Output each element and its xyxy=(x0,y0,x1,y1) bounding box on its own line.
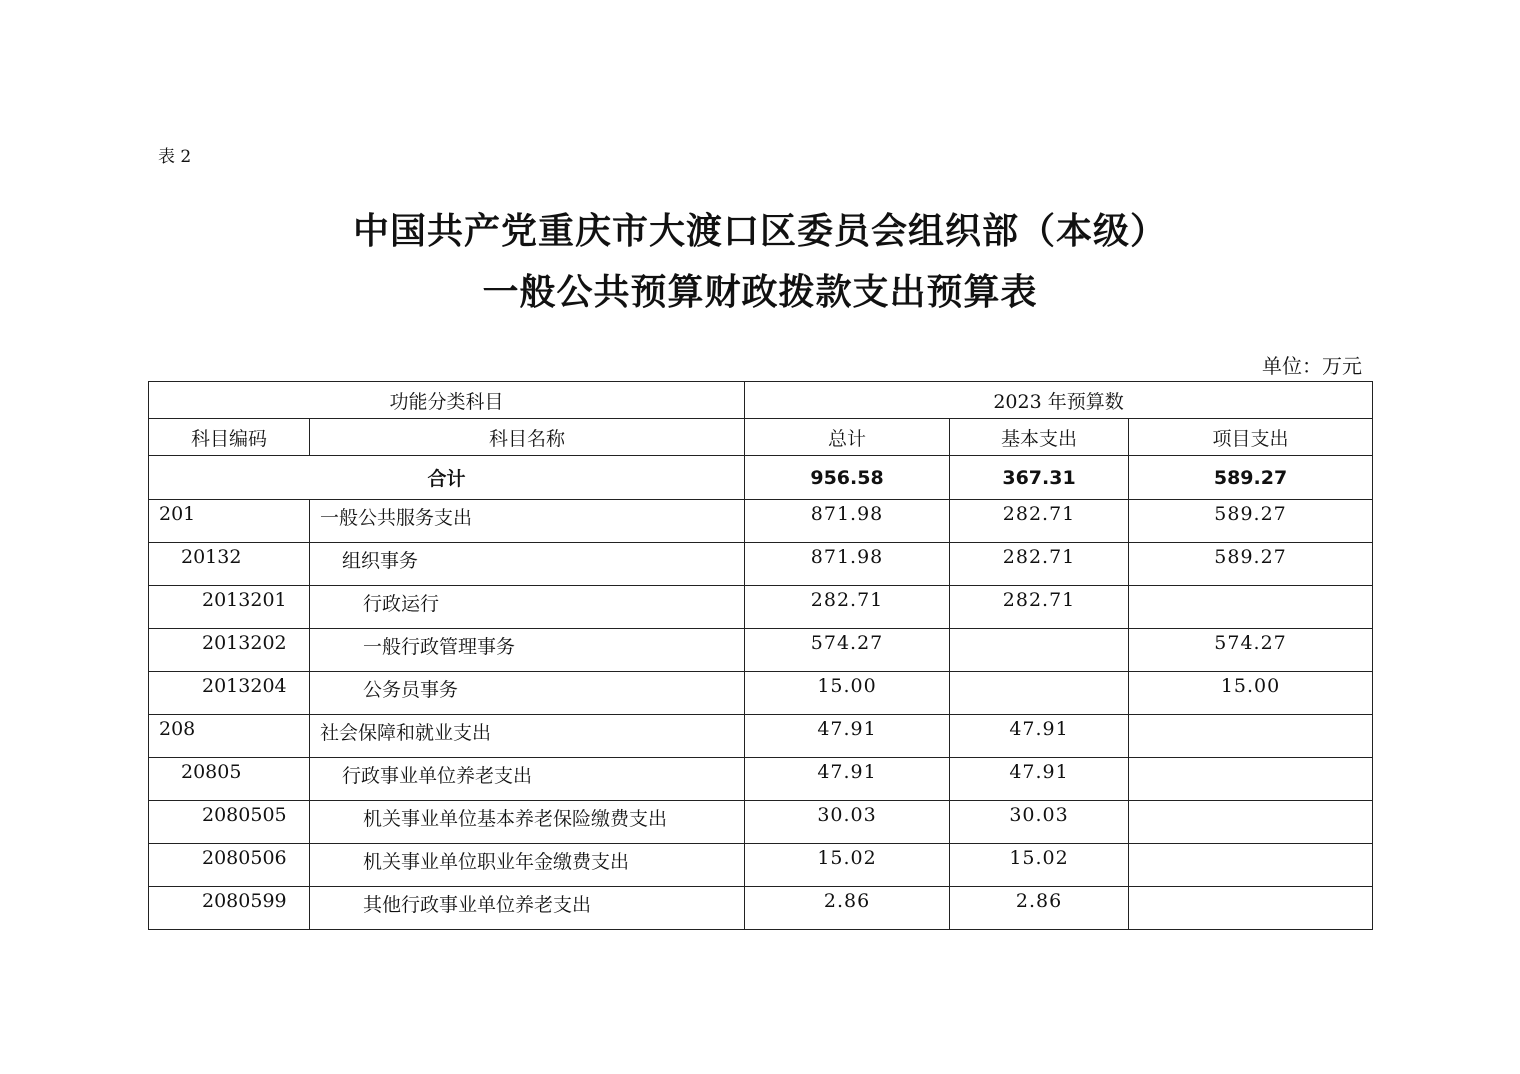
header-basic: 基本支出 xyxy=(950,419,1129,456)
row-name: 组织事务 xyxy=(310,543,745,586)
header-code: 科目编码 xyxy=(149,419,310,456)
row-name: 其他行政事业单位养老支出 xyxy=(310,887,745,930)
table-row xyxy=(149,844,1373,887)
header-column-row xyxy=(149,419,1373,456)
table-row xyxy=(149,715,1373,758)
total-label: 合计 xyxy=(149,456,745,500)
row-basic: 47.91 xyxy=(950,715,1129,758)
row-code: 201 xyxy=(149,500,310,543)
header-name: 科目名称 xyxy=(310,419,745,456)
row-project xyxy=(1129,758,1373,801)
table-row xyxy=(149,629,1373,672)
table-row xyxy=(149,586,1373,629)
row-project xyxy=(1129,801,1373,844)
row-project: 589.27 xyxy=(1129,543,1373,586)
row-project xyxy=(1129,586,1373,629)
row-total: 47.91 xyxy=(745,715,950,758)
row-code: 2080506 xyxy=(149,844,310,887)
row-basic: 282.71 xyxy=(950,543,1129,586)
row-name: 行政事业单位养老支出 xyxy=(310,758,745,801)
row-name: 机关事业单位职业年金缴费支出 xyxy=(310,844,745,887)
row-project: 589.27 xyxy=(1129,500,1373,543)
row-total: 15.02 xyxy=(745,844,950,887)
row-project: 15.00 xyxy=(1129,672,1373,715)
row-basic: 2.86 xyxy=(950,887,1129,930)
row-basic: 282.71 xyxy=(950,500,1129,543)
row-name: 机关事业单位基本养老保险缴费支出 xyxy=(310,801,745,844)
row-total: 2.86 xyxy=(745,887,950,930)
row-name: 行政运行 xyxy=(310,586,745,629)
row-name: 一般公共服务支出 xyxy=(310,500,745,543)
row-basic: 30.03 xyxy=(950,801,1129,844)
row-project xyxy=(1129,715,1373,758)
row-project xyxy=(1129,887,1373,930)
row-total: 871.98 xyxy=(745,543,950,586)
table-row xyxy=(149,887,1373,930)
row-code: 2080505 xyxy=(149,801,310,844)
unit-label: 单位：万元 xyxy=(1262,354,1362,378)
row-project xyxy=(1129,844,1373,887)
header-project: 项目支出 xyxy=(1129,419,1373,456)
header-group-row xyxy=(149,382,1373,419)
header-total: 总计 xyxy=(745,419,950,456)
row-basic xyxy=(950,672,1129,715)
total-basic: 367.31 xyxy=(950,456,1129,500)
row-basic: 47.91 xyxy=(950,758,1129,801)
header-functional-classification: 功能分类科目 xyxy=(149,382,745,419)
table-row xyxy=(149,672,1373,715)
table-row xyxy=(149,758,1373,801)
table-row xyxy=(149,543,1373,586)
row-name: 公务员事务 xyxy=(310,672,745,715)
document-title: 中国共产党重庆市大渡口区委员会组织部（本级） xyxy=(352,211,1167,252)
row-total: 574.27 xyxy=(745,629,950,672)
row-basic: 15.02 xyxy=(950,844,1129,887)
total-row xyxy=(149,456,1373,500)
row-code: 208 xyxy=(149,715,310,758)
row-basic xyxy=(950,629,1129,672)
header-budget-year: 2023 年预算数 xyxy=(745,382,1373,419)
row-total: 30.03 xyxy=(745,801,950,844)
row-name: 一般行政管理事务 xyxy=(310,629,745,672)
row-name: 社会保障和就业支出 xyxy=(310,715,745,758)
row-project: 574.27 xyxy=(1129,629,1373,672)
document-subtitle: 一般公共预算财政拨款支出预算表 xyxy=(482,272,1038,313)
row-code: 2013204 xyxy=(149,672,310,715)
row-code: 2080599 xyxy=(149,887,310,930)
row-code: 20805 xyxy=(149,758,310,801)
table-row xyxy=(149,500,1373,543)
row-code: 2013201 xyxy=(149,586,310,629)
row-code: 2013202 xyxy=(149,629,310,672)
row-total: 282.71 xyxy=(745,586,950,629)
row-total: 47.91 xyxy=(745,758,950,801)
row-total: 871.98 xyxy=(745,500,950,543)
total-value: 956.58 xyxy=(745,456,950,500)
row-total: 15.00 xyxy=(745,672,950,715)
table-row xyxy=(149,801,1373,844)
budget-table xyxy=(148,381,1373,930)
table-number: 表 2 xyxy=(158,147,192,167)
row-basic: 282.71 xyxy=(950,586,1129,629)
row-code: 20132 xyxy=(149,543,310,586)
total-project: 589.27 xyxy=(1129,456,1373,500)
